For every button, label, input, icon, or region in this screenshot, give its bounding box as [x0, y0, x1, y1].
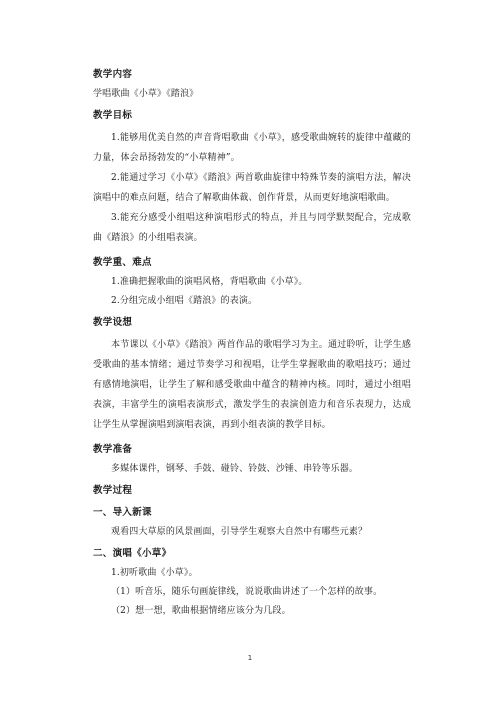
content-text: 学唱歌曲《小草》《踏浪》: [93, 89, 199, 99]
key-points-heading: 教学重、难点: [93, 257, 152, 268]
page-number: 1: [247, 654, 253, 662]
content-heading: 教学内容: [93, 69, 133, 80]
goal-item-2: 2.能通过学习《小草》《踏浪》两首歌曲旋律中特殊节奏的演唱方法，解决演唱中的难点问题，结合了解歌曲体裁、创作背景，从而更好地演唱歌曲。: [93, 173, 411, 203]
goals-heading: 教学目标: [93, 110, 133, 121]
idea-text: 本节课以《小草》《踏浪》两首作品的歌唱学习为主。通过聆听，让学生感受歌曲的基本情绪；通过节奏学习和视唱，让学生掌握歌曲的歌唱技巧；通过有感情地演唱，让学生了解和感受歌曲中蕴含的精神内核。同时，通过小组唱表演，丰富学生的演唱表演形式，激发学生的表演创造力和音乐表现力，达成让学生从掌握演唱到演唱表演，再到小组表演的教学目标。: [93, 340, 411, 430]
key-point-2: 2.分组完成小组唱《踏浪》的表演。: [111, 296, 258, 306]
key-point-1: 1.准确把握歌曲的演唱风格，背唱歌曲《小草》。: [111, 277, 308, 287]
preparation-heading: 教学准备: [93, 444, 133, 455]
goal-item-1: 1.能够用优美自然的声音背唱歌曲《小草》，感受歌曲婉转的旋律中蕴藏的力量，体会昂扬勃发的“小草精神”。: [93, 133, 411, 163]
preparation-text: 多媒体课件，钢琴、手鼓、碰铃、铃鼓、沙锤、串铃等乐器。: [111, 464, 359, 474]
step2-heading: 二、演唱《小草》: [93, 548, 172, 559]
goal-item-3: 3.能充分感受小组唱这种演唱形式的特点，并且与同学默契配合，完成歌曲《踏浪》的小组唱表演。: [93, 213, 411, 243]
step2-item-2: （1）听音乐，随乐句画旋律线，说说歌曲讲述了一个怎样的故事。: [111, 587, 383, 597]
step2-item-3: （2）想一想，歌曲根据情绪应该分为几段。: [111, 606, 291, 616]
idea-heading: 教学设想: [93, 317, 133, 328]
step2-item-1: 1.初听歌曲《小草》。: [111, 568, 198, 578]
process-heading: 教学过程: [93, 485, 133, 496]
step1-heading: 一、导入新课: [93, 507, 152, 518]
document-body: [93, 68, 411, 623]
step1-text: 观看四大草原的风景画面，引导学生观察大自然中有哪些元素？: [111, 527, 368, 537]
